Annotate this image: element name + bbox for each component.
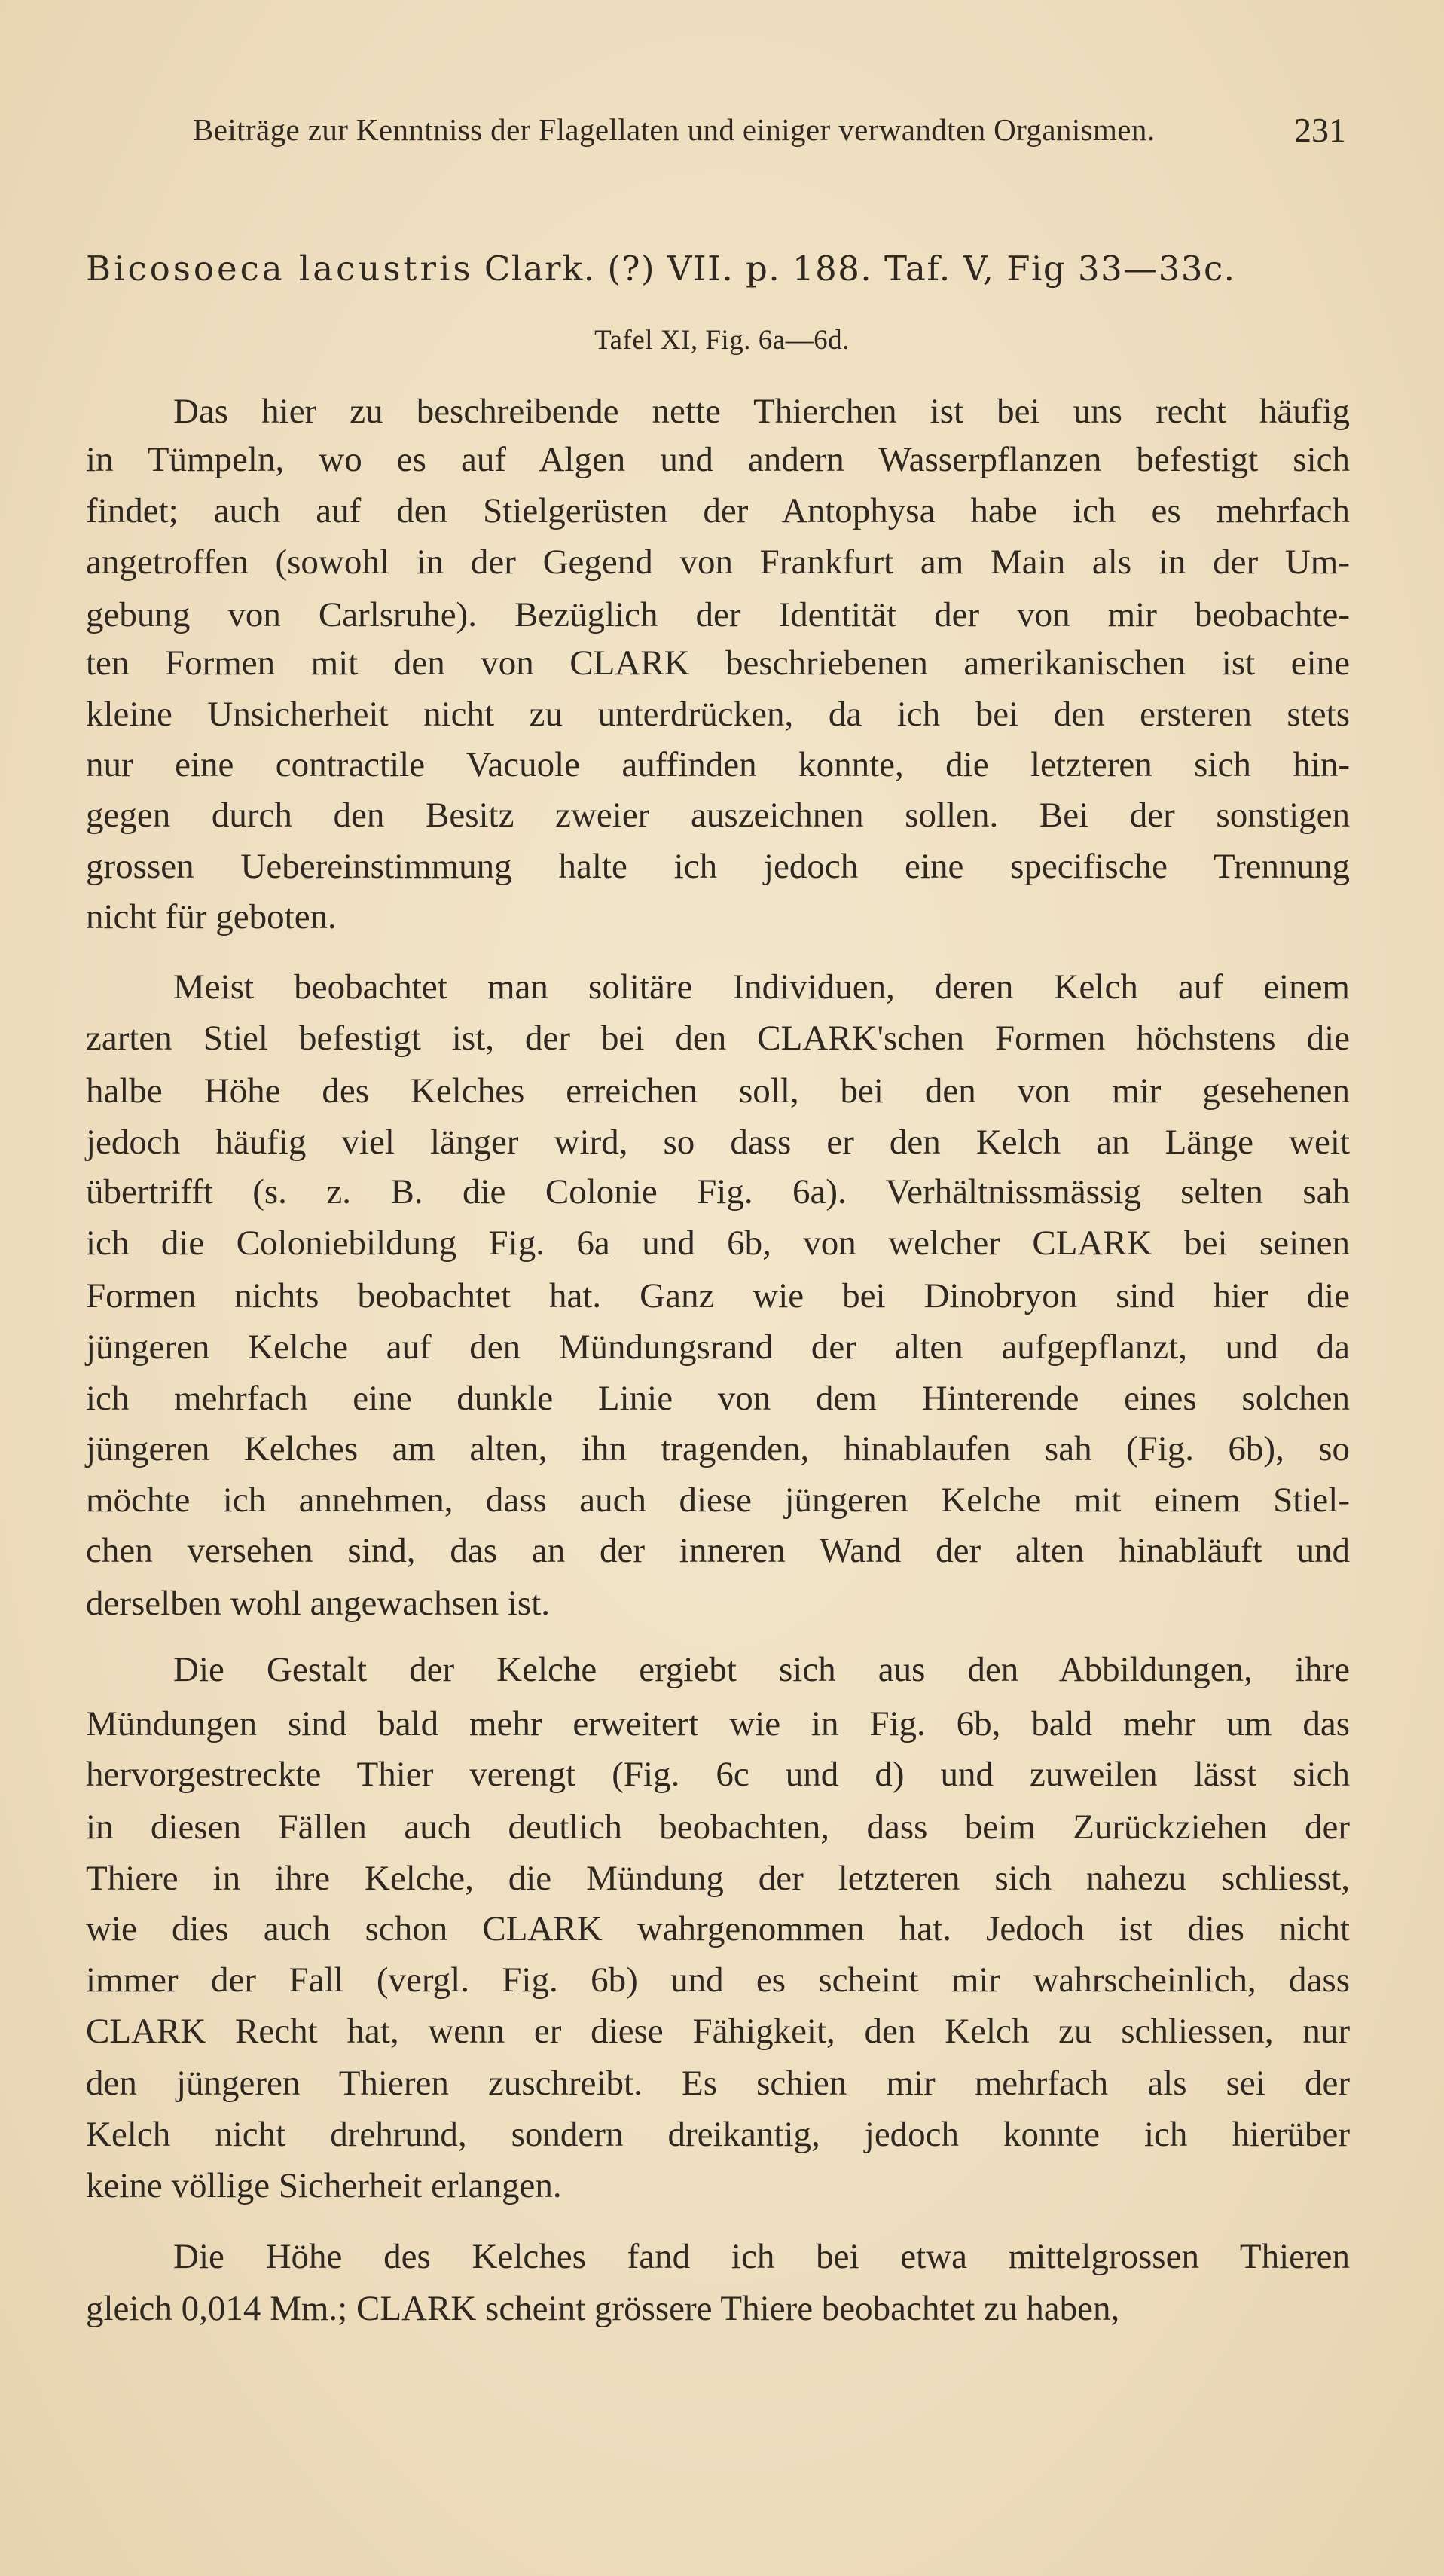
text-line: gegen durch den Besitz zweier auszeichnen sollen. Bei der sonstigen [86, 796, 1350, 835]
text-line: nur eine contractile Vacuole auffinden konnte, die letzteren sich hin- [86, 745, 1350, 784]
text-line: jüngeren Kelche auf den Mündungsrand der alten aufgepflanzt, und da [86, 1328, 1350, 1367]
text-line: kleine Unsicherheit nicht zu unterdrücken, da ich bei den ersteren stets [86, 695, 1350, 734]
species-reference: Clark. (?) VII. p. 188. Taf. V, Fig 33—33c. [484, 249, 1236, 289]
text-line: Die Höhe des Kelches fand ich bei etwa mittelgrossen Thieren [173, 2237, 1350, 2276]
text-line: jüngeren Kelches am alten, ihn tragenden, hinablaufen sah (Fig. 6b), so [86, 1429, 1350, 1468]
text-line: findet; auch auf den Stielgerüsten der Antophysa habe ich es mehrfach [86, 491, 1350, 530]
text-line: möchte ich annehmen, dass auch diese jüngeren Kelche mit einem Stiel- [86, 1481, 1350, 1520]
text-line: Formen nichts beobachtet hat. Ganz wie bei Dinobryon sind hier die [86, 1276, 1350, 1316]
text-line: zarten Stiel befestigt ist, der bei den CLARK'schen Formen höchstens die [86, 1019, 1350, 1058]
text-line: Meist beobachtet man solitäre Individuen, deren Kelch auf einem [173, 967, 1350, 1007]
text-line: in Tümpeln, wo es auf Algen und andern Wasserpflanzen befestigt sich [86, 440, 1350, 479]
text-line: chen versehen sind, das an der inneren Wand der alten hinabläuft und [86, 1531, 1350, 1570]
section-heading [86, 245, 1351, 293]
text-line: ten Formen mit den von CLARK beschriebenen amerikanischen ist eine [86, 643, 1350, 683]
text-line: ich die Coloniebildung Fig. 6a und 6b, von welcher CLARK bei seinen [86, 1224, 1350, 1263]
text-line: Die Gestalt der Kelche ergiebt sich aus den Abbildungen, ihre [173, 1650, 1350, 1689]
text-line: grossen Uebereinstimmung halte ich jedoch eine specifische Trennung [86, 847, 1350, 886]
text-line: Mündungen sind bald mehr erweitert wie in Fig. 6b, bald mehr um das [86, 1704, 1350, 1743]
text-line: halbe Höhe des Kelches erreichen soll, bei den von mir gesehenen [86, 1071, 1350, 1111]
running-head: Beiträge zur Kenntniss der Flagellaten und einiger verwandten Organismen. [193, 112, 1156, 147]
text-line: den jüngeren Thieren zuschreibt. Es schien mir mehrfach als sei der [86, 2064, 1350, 2103]
text-line: derselben wohl angewachsen ist. [86, 1584, 551, 1623]
text-line: gebung von Carlsruhe). Bezüglich der Identität der von mir beobachte- [86, 595, 1350, 634]
page-number: 231 [1294, 111, 1346, 149]
text-line: nicht für geboten. [86, 897, 337, 937]
plate-reference: Tafel XI, Fig. 6a—6d. [594, 325, 850, 356]
text-line: ich mehrfach eine dunkle Linie von dem Hinterende eines solchen [86, 1379, 1350, 1418]
text-line: übertrifft (s. z. B. die Colonie Fig. 6a). Verhältnissmässig selten sah [86, 1172, 1350, 1212]
text-line: hervorgestreckte Thier verengt (Fig. 6c und d) und zuweilen lässt sich [86, 1755, 1350, 1794]
species-name: Bicosoeca lacustris [86, 249, 474, 289]
text-line: jedoch häufig viel länger wird, so dass er den Kelch an Länge weit [86, 1123, 1350, 1162]
text-line: angetroffen (sowohl in der Gegend von Frankfurt am Main als in der Um- [86, 542, 1350, 582]
text-line: Kelch nicht drehrund, sondern dreikantig, jedoch konnte ich hierüber [86, 2115, 1350, 2154]
text-line: CLARK Recht hat, wenn er diese Fähigkeit, den Kelch zu schliessen, nur [86, 2012, 1350, 2051]
text-line: in diesen Fällen auch deutlich beobachten, dass beim Zurückziehen der [86, 1807, 1350, 1847]
text-line: immer der Fall (vergl. Fig. 6b) und es scheint mir wahrscheinlich, dass [86, 1960, 1350, 2000]
text-line: gleich 0,014 Mm.; CLARK scheint grössere Thiere beobachtet zu haben, [86, 2289, 1120, 2328]
text-line: Thiere in ihre Kelche, die Mündung der letzteren sich nahezu schliesst, [86, 1859, 1350, 1898]
text-line: wie dies auch schon CLARK wahrgenommen hat. Jedoch ist dies nicht [86, 1909, 1350, 1948]
text-line: keine völlige Sicherheit erlangen. [86, 2166, 562, 2205]
text-line: Das hier zu beschreibende nette Thierchen ist bei uns recht häufig [173, 392, 1350, 431]
